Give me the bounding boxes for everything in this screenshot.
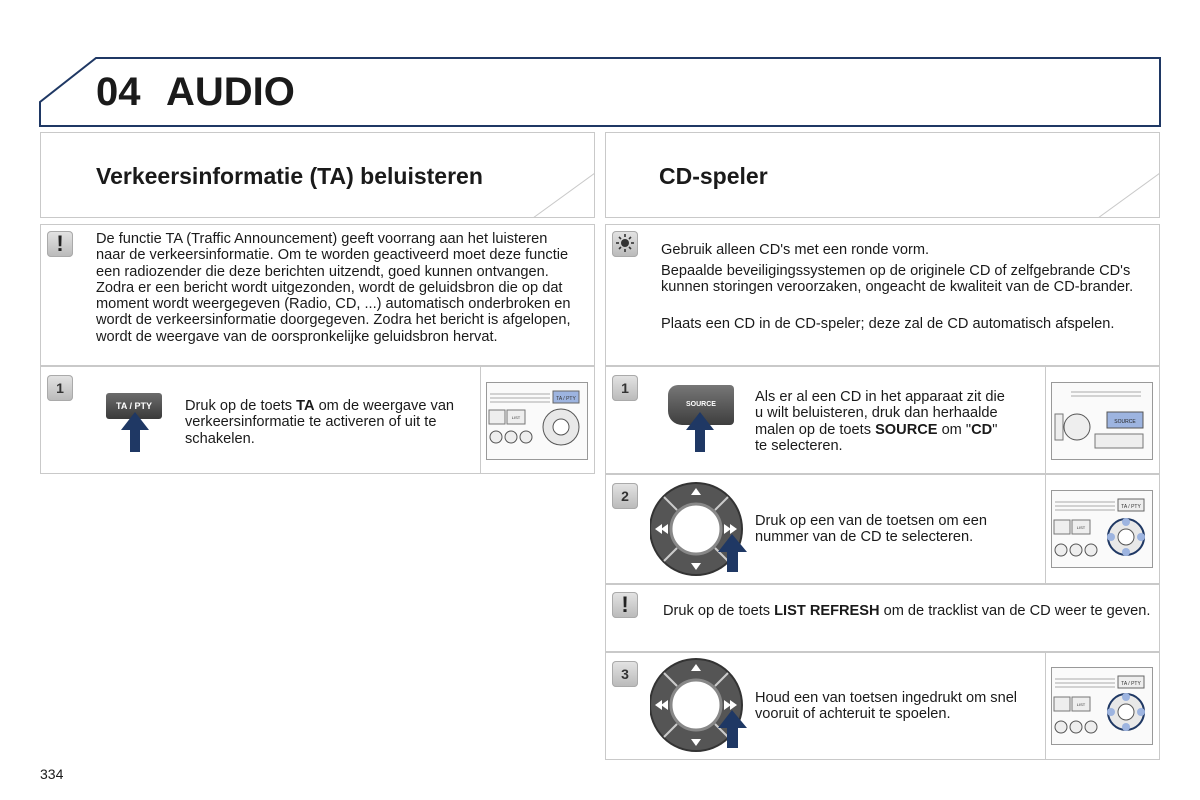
source-button[interactable]: SOURCE xyxy=(668,385,734,425)
warning-icon: ! xyxy=(47,231,73,257)
tip-line-1: Gebruik alleen CD's met een ronde vorm. xyxy=(661,242,930,258)
radio-source-label: SOURCE xyxy=(1114,419,1136,425)
right-section-title: CD-speler xyxy=(659,163,768,189)
tip-line-3: Plaats een CD in de CD-speler; deze zal de CD automatisch afspelen. xyxy=(661,316,1115,332)
directional-pad[interactable] xyxy=(650,658,750,758)
step-number: 3 xyxy=(612,661,638,687)
source-step-text: Als er al een CD in het apparaat zit die u wilt beluisteren, druk dan herhaalde malen op de toets SOURCE om "CD" te selecteren. xyxy=(755,389,1005,454)
radio-list-label: LIST xyxy=(1076,525,1086,530)
radio-panel-image xyxy=(1051,667,1153,745)
tip-icon xyxy=(612,231,638,257)
divider xyxy=(1045,652,1046,760)
corner-fold xyxy=(1098,173,1160,218)
step-number: 1 xyxy=(612,375,638,401)
ta-step-text: Druk op de toets TA om de weergave van verkeersinformatie te activeren of uit te schakelen. xyxy=(185,398,455,447)
step2-text: Druk op een van de toetsen om een nummer van de CD te selecteren. xyxy=(755,513,988,546)
radio-ta-label: TA / PTY xyxy=(1121,681,1141,687)
step-number: 2 xyxy=(612,483,638,509)
press-arrow-icon xyxy=(120,410,150,455)
radio-panel-image xyxy=(1051,382,1153,460)
radio-list-label: LIST xyxy=(511,415,521,420)
press-arrow-icon xyxy=(685,410,715,455)
tip-line-2: Bepaalde beveiligingssystemen op de originele CD of zelfgebrande CD's kunnen storingen veroorzaken, ongeacht de kwaliteit van de CD-brander. xyxy=(661,263,1134,296)
step3-text: Houd een van toetsen ingedrukt om snel vooruit of achteruit te spoelen. xyxy=(755,690,1018,723)
chapter-number: 04 xyxy=(96,70,141,114)
divider xyxy=(1045,366,1046,474)
left-section-title: Verkeersinformatie (TA) beluisteren xyxy=(96,163,483,189)
radio-panel-image xyxy=(486,382,588,460)
radio-list-label: LIST xyxy=(1076,702,1086,707)
divider xyxy=(1045,474,1046,584)
step-number: 1 xyxy=(47,375,73,401)
corner-fold xyxy=(533,173,595,218)
radio-ta-label: TA / PTY xyxy=(556,396,576,402)
ta-pty-button[interactable]: TA / PTY xyxy=(106,393,162,419)
directional-pad[interactable] xyxy=(650,482,750,582)
radio-panel-image xyxy=(1051,490,1153,568)
divider xyxy=(480,366,481,474)
warning-icon: ! xyxy=(612,592,638,618)
chapter-title: AUDIO xyxy=(166,70,295,114)
ta-note-text: De functie TA (Traffic Announcement) geeft voorrang aan het luisteren naar de verkeersinformatie. Om te worden geactiveerd moet deze functie een radiozender die deze berichten uitzendt, goed kunnen ontvangen. Zodra er een bericht wordt uitgezonden, wordt de geluidsbron die op dat moment wordt weergegeven (Radio, CD, ...) automatisch onderbroken en wordt de verkeersinformatie doorgegeven. Zodra het bericht is afgelopen, wordt de weergave van de oorspronkelijke geluidsbron hervat. xyxy=(96,231,571,345)
radio-ta-label: TA / PTY xyxy=(1121,504,1141,510)
page-number: 334 xyxy=(40,766,64,782)
list-refresh-text: Druk op de toets LIST REFRESH om de tracklist van de CD weer te geven. xyxy=(663,603,1151,619)
